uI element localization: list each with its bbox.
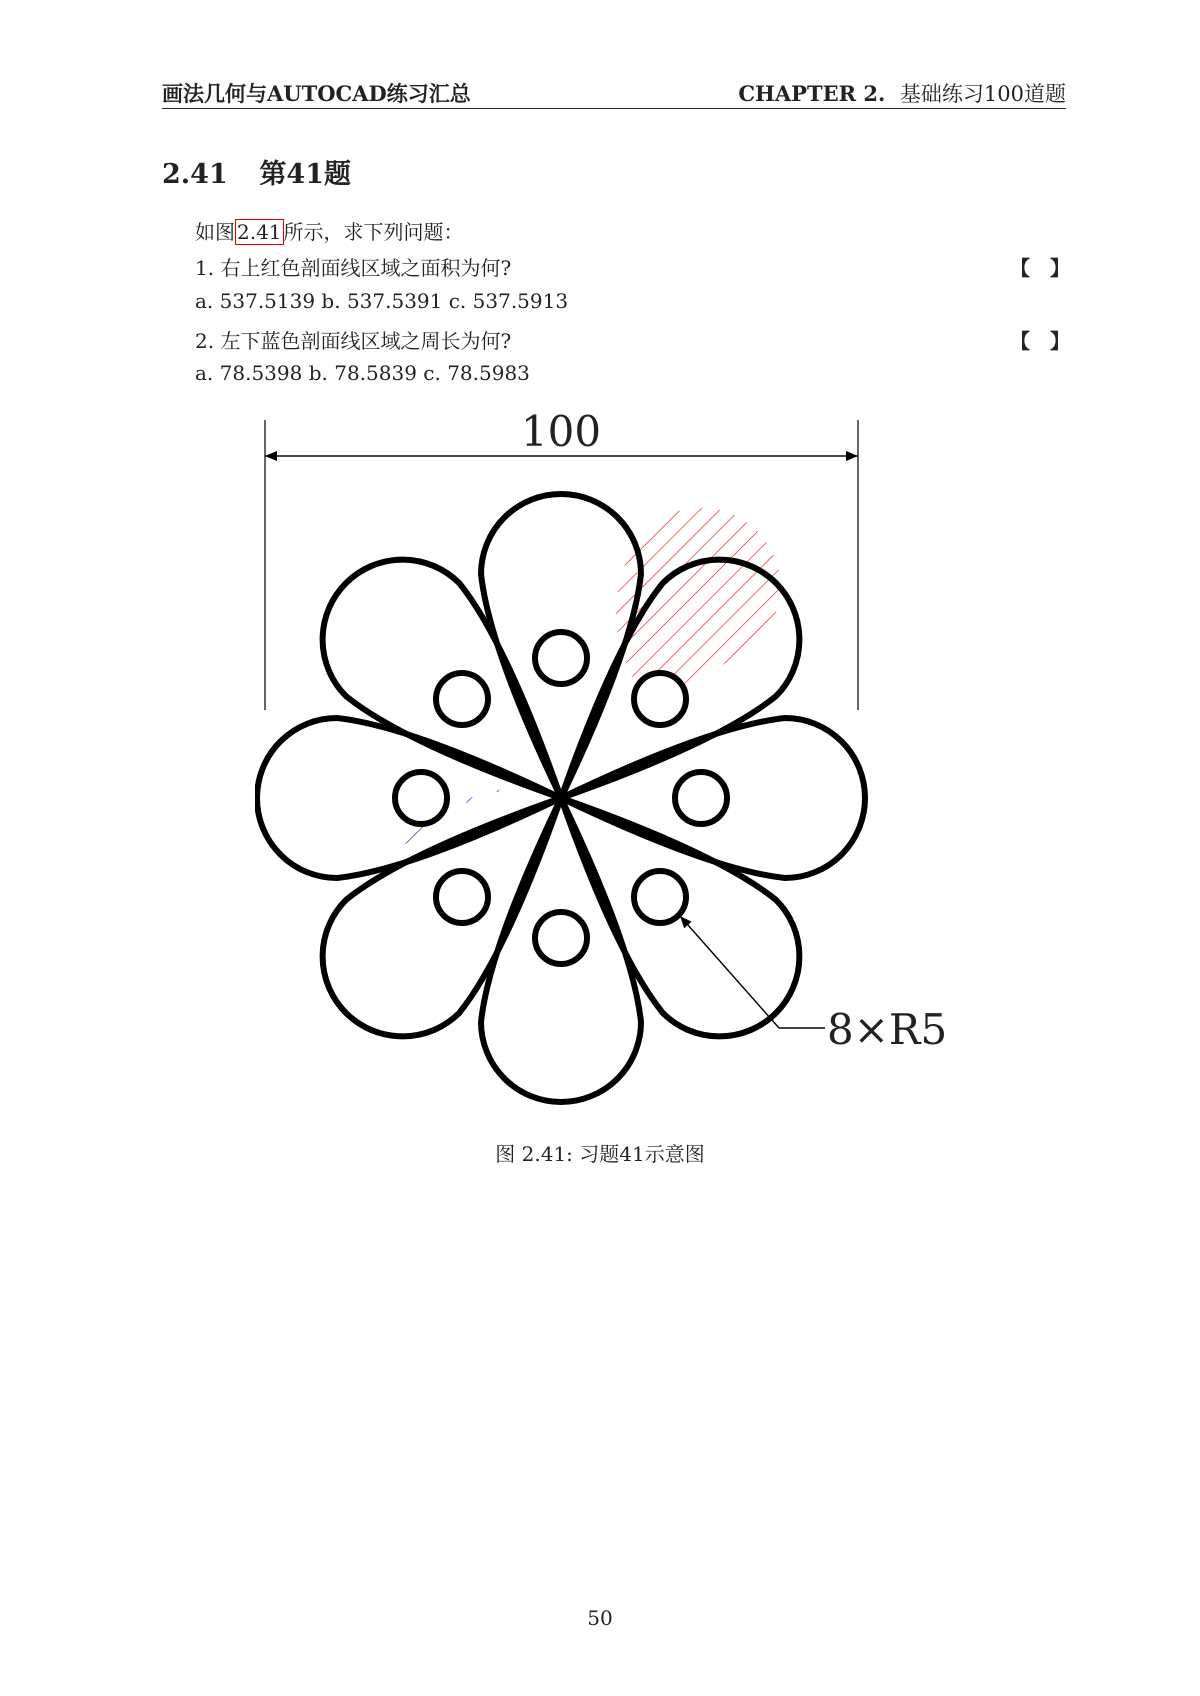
intro-before: 如图 bbox=[195, 220, 235, 244]
flower-svg bbox=[255, 400, 975, 1120]
small-circle bbox=[634, 871, 686, 923]
radius-label: 8×R5 bbox=[827, 1005, 948, 1054]
header-chapter-label: CHAPTER 2. bbox=[738, 81, 886, 106]
dimension-label: 100 bbox=[520, 407, 602, 456]
small-circle bbox=[535, 632, 587, 684]
radius-annotation bbox=[680, 916, 947, 1054]
figure-ref-link[interactable]: 2.41 bbox=[237, 220, 282, 244]
section-title: 第41题 bbox=[259, 159, 351, 190]
small-circle bbox=[634, 673, 686, 725]
small-circle bbox=[395, 772, 447, 824]
answer-bracket-2: 【 】 bbox=[1010, 329, 1070, 353]
question-2-options: a. 78.5398 b. 78.5839 c. 78.5983 bbox=[195, 361, 530, 385]
section-number: 2.41 bbox=[162, 159, 228, 190]
question-1-options: a. 537.5139 b. 537.5391 c. 537.5913 bbox=[195, 289, 569, 313]
figure-caption: 图 2.41: 习题41示意图 bbox=[495, 1142, 705, 1166]
question-1: 1. 右上红色剖面线区域之面积为何? bbox=[195, 256, 512, 280]
answer-bracket-1: 【 】 bbox=[1010, 256, 1070, 280]
figure-flower-drawing bbox=[255, 400, 975, 1124]
red-hatch-region bbox=[616, 508, 780, 696]
page-header bbox=[162, 76, 1066, 109]
page-number: 50 bbox=[587, 1606, 613, 1630]
small-circle bbox=[436, 871, 488, 923]
header-chapter-title: 基础练习100道题 bbox=[899, 82, 1066, 106]
small-circle bbox=[436, 673, 488, 725]
header-book-title: 画法几何与AUTOCAD练习汇总 bbox=[162, 81, 471, 106]
section-heading bbox=[162, 152, 351, 191]
intro-text bbox=[195, 216, 464, 245]
small-circle bbox=[535, 912, 587, 964]
small-circle bbox=[675, 772, 727, 824]
intro-after: 所示，求下列问题： bbox=[283, 220, 464, 244]
header-chapter bbox=[738, 78, 1066, 108]
question-2: 2. 左下蓝色剖面线区域之周长为何? bbox=[195, 329, 512, 353]
